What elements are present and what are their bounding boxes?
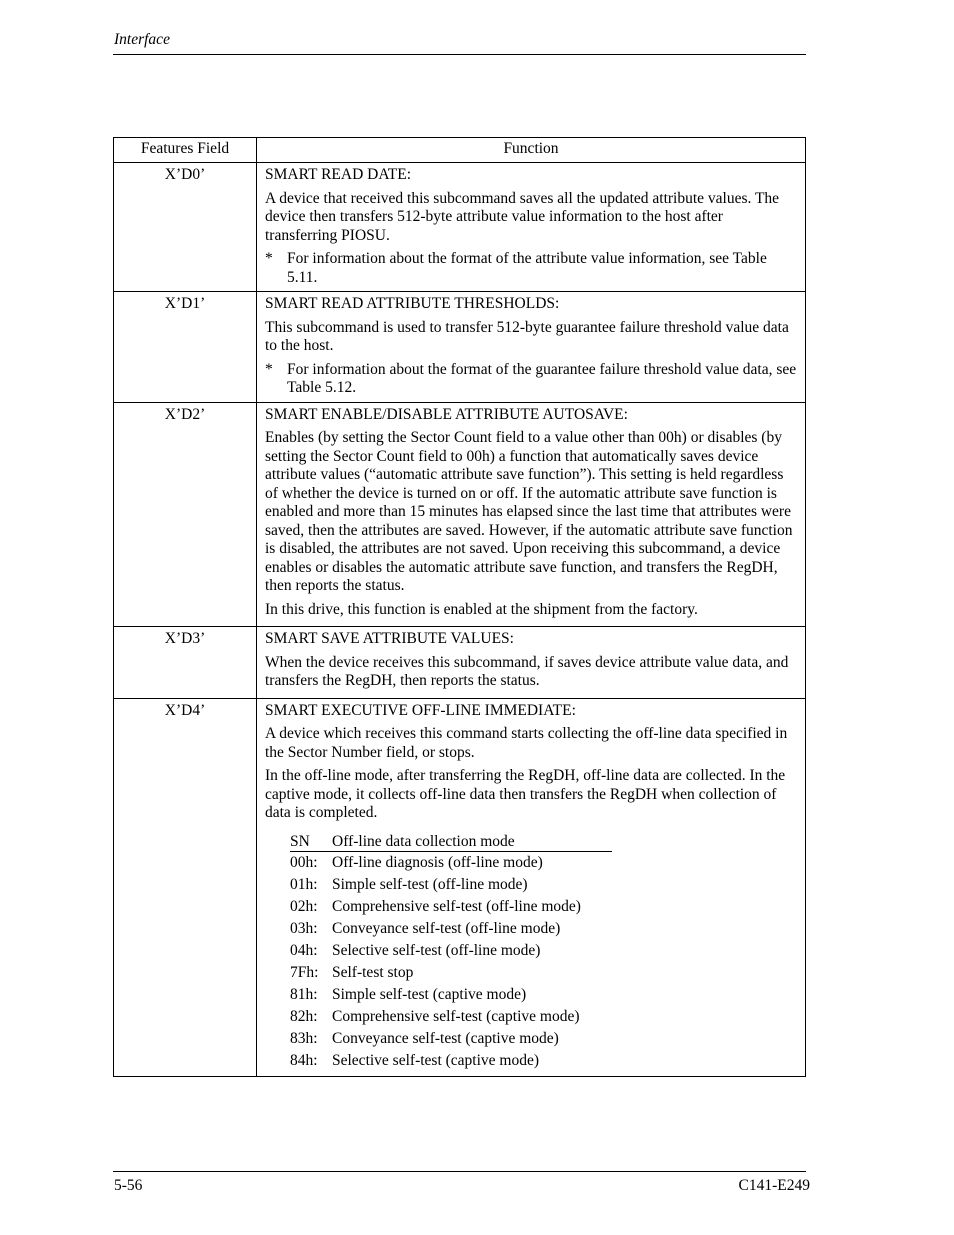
header-rule — [113, 54, 806, 55]
description-paragraph: In this drive, this function is enabled at the shipment from the factory. — [265, 600, 698, 618]
sn-header-text: Off-line data collection mode — [332, 832, 515, 850]
sn-code: 84h: — [290, 1051, 318, 1069]
page-number: 5-56 — [114, 1177, 143, 1194]
function-cell — [257, 402, 806, 627]
sn-mode: Conveyance self-test (off-line mode) — [332, 919, 561, 937]
subcommand-title: SMART EXECUTIVE OFF-LINE IMMEDIATE: — [265, 701, 576, 719]
running-header: Interface — [114, 31, 170, 48]
function-cell — [257, 698, 806, 1076]
features-field-cell: X’D2’ — [114, 402, 257, 627]
sn-code: 83h: — [290, 1029, 318, 1047]
sn-mode: Selective self-test (off-line mode) — [332, 941, 541, 959]
sn-code: 03h: — [290, 919, 318, 937]
function-cell — [257, 163, 806, 292]
footnote — [265, 361, 797, 398]
description-paragraph: This subcommand is used to transfer 512-byte guarantee failure threshold value data to the host. — [265, 318, 789, 354]
subcommand-title: SMART READ ATTRIBUTE THRESHOLDS: — [265, 295, 560, 312]
sn-mode: Selective self-test (captive mode) — [332, 1051, 540, 1069]
footnote-text: For information about the format of the guarantee failure threshold value data, see Table 5.12. — [287, 360, 797, 396]
sn-mode: Simple self-test (off-line mode) — [332, 875, 528, 893]
sn-header-code: SN — [290, 832, 310, 850]
description-paragraph: A device that received this subcommand saves all the updated attribute values. The device then transfers 512-byte attribute value information to the host after transferring PIOSU. — [265, 189, 780, 244]
sn-code: 82h: — [290, 1007, 318, 1025]
features-field-cell: X’D3’ — [114, 627, 257, 699]
footnote — [265, 250, 797, 287]
sn-code: 00h: — [290, 853, 318, 871]
sn-row — [290, 874, 797, 896]
sn-row — [290, 940, 797, 962]
features-table — [113, 137, 806, 1077]
sn-row — [290, 896, 797, 918]
description-paragraph: In the off-line mode, after transferring the RegDH, off-line data are collected. In the captive mode, it collects off-line data then transfers the RegDH when collection of data is completed. — [265, 767, 786, 821]
table-row — [114, 292, 806, 403]
features-field-cell: X’D1’ — [114, 292, 257, 403]
sn-code: 04h: — [290, 941, 318, 959]
description-paragraph: A device which receives this command starts collecting the off-line data specified in the Sector Number field, or stops. — [265, 725, 788, 761]
sn-mode: Off-line diagnosis (off-line mode) — [332, 853, 543, 871]
features-field-cell: X’D4’ — [114, 698, 257, 1076]
sn-row — [290, 852, 797, 874]
subcommand-title: SMART ENABLE/DISABLE ATTRIBUTE AUTOSAVE: — [265, 405, 628, 423]
asterisk-marker: * — [265, 360, 273, 378]
asterisk-marker: * — [265, 250, 273, 267]
sn-code: 01h: — [290, 875, 318, 893]
sn-mode: Self-test stop — [332, 963, 414, 981]
column-header-features-field: Features Field — [114, 138, 257, 163]
table-row — [114, 698, 806, 1076]
sn-row — [290, 962, 797, 984]
footer-rule — [113, 1171, 806, 1172]
function-cell — [257, 292, 806, 403]
sn-code: 02h: — [290, 897, 318, 915]
sn-mode: Simple self-test (captive mode) — [332, 985, 527, 1003]
sn-code: 7Fh: — [290, 963, 319, 981]
description-paragraph: When the device receives this subcommand, if saves device attribute value data, and transfers the RegDH, then reports the status. — [265, 653, 789, 689]
table-row — [114, 627, 806, 699]
sn-mode: Conveyance self-test (captive mode) — [332, 1029, 559, 1047]
table-row — [114, 163, 806, 292]
sn-mode-table — [290, 833, 797, 1072]
sn-mode: Comprehensive self-test (off-line mode) — [332, 897, 581, 915]
column-header-function: Function — [257, 138, 806, 163]
subcommand-title: SMART SAVE ATTRIBUTE VALUES: — [265, 630, 514, 647]
sn-row — [290, 1050, 797, 1072]
table-header-row — [114, 138, 806, 163]
description-paragraph: Enables (by setting the Sector Count field to a value other than 00h) or disables (by setting the Sector Count field to 00h) a function that automatically saves device attribute values (“automatic attribute save function”). This setting is held regardless of whether the device is turned on or off. If the automatic attribute save function is enabled and more than 15 minutes has elapsed since the last time that attributes were saved, then the attributes are saved. However, if the automatic attribute save function is disabled, the attributes are not saved. Upon receiving this subcommand, a device enables or disables the automatic attribute save function, and transfers the RegDH, then reports the status. — [265, 429, 793, 594]
sn-header — [290, 833, 612, 852]
sn-row — [290, 984, 797, 1006]
subcommand-title: SMART READ DATE: — [265, 166, 412, 183]
footnote-text: For information about the format of the attribute value information, see Table 5.11. — [287, 250, 767, 286]
sn-code: 81h: — [290, 985, 318, 1003]
document-id: C141-E249 — [738, 1177, 810, 1194]
sn-row — [290, 918, 797, 940]
sn-mode: Comprehensive self-test (captive mode) — [332, 1007, 580, 1025]
function-cell — [257, 627, 806, 699]
features-field-cell: X’D0’ — [114, 163, 257, 292]
sn-row — [290, 1006, 797, 1028]
table-row — [114, 402, 806, 627]
sn-row — [290, 1028, 797, 1050]
